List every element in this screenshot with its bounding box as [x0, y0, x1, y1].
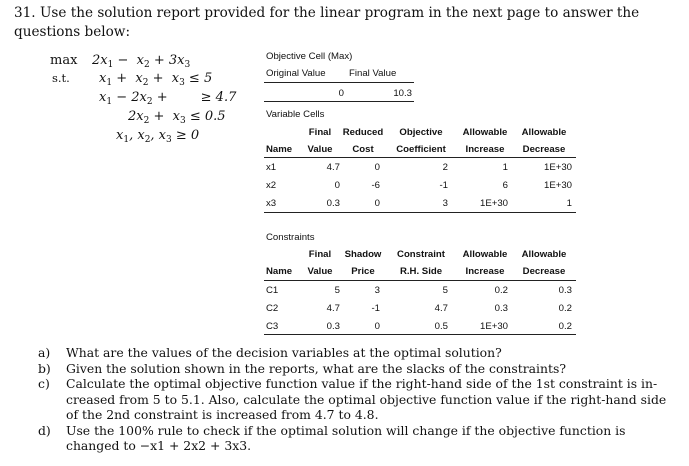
- ch-decrease: Decrease: [522, 266, 566, 277]
- vh-allowable-inc: Allowable: [462, 127, 508, 138]
- constraint-row-1-col-6: 0.3: [558, 285, 572, 296]
- vh-coefficient: Coefficient: [396, 144, 446, 155]
- variable-row-1-col-3: 0: [374, 162, 380, 173]
- sub-questions: [38, 345, 678, 454]
- original-value: 0: [338, 88, 344, 99]
- vh-final: Final: [308, 127, 332, 138]
- ch-shadow: Shadow: [344, 249, 382, 260]
- ch-rhs: R.H. Side: [399, 266, 443, 277]
- final-value: 10.3: [393, 88, 412, 99]
- ch-value: Value: [307, 266, 333, 277]
- objective-cell-title: Objective Cell (Max): [266, 51, 353, 62]
- variable-row-2-col-3: -6: [371, 180, 380, 191]
- variable-row-2-col-1: x2: [266, 180, 277, 191]
- question-c: [38, 376, 678, 423]
- question-heading: [14, 4, 674, 42]
- question-a: [38, 345, 678, 361]
- constraint-row-2-col-1: C2: [266, 303, 279, 314]
- constraint-row-2-col-4: 4.7: [434, 303, 448, 314]
- constraint-row-3-col-6: 0.2: [558, 321, 572, 332]
- constraint-row-1-col-5: 0.2: [494, 285, 508, 296]
- ch-name: Name: [266, 266, 293, 277]
- constraint-row-2-col-5: 0.3: [494, 303, 508, 314]
- question-d: [38, 423, 678, 454]
- variable-row-2-col-6: 1E+30: [543, 180, 572, 191]
- constraint-row-3-col-1: C3: [266, 321, 279, 332]
- ch-allowable-inc: Allowable: [462, 249, 508, 260]
- variable-row-2-col-5: 6: [502, 180, 508, 191]
- ch-constraint: Constraint: [397, 249, 445, 260]
- vh-increase: Increase: [465, 144, 505, 155]
- question-d-text: Use the 100% rule to check if the optimal solution will change if the objective function is changed to −x1 + 2x2 + 3x3.: [66, 422, 626, 453]
- variable-row-3-col-2: 0.3: [326, 198, 340, 209]
- variable-row-2-col-2: 0: [334, 180, 340, 191]
- question-a-label: a): [38, 345, 51, 360]
- question-number: 31.: [14, 5, 36, 21]
- objective-function: $2x_1 - x_2 + 3x_3$: [92, 53, 191, 70]
- variable-row-1-col-5: 1: [502, 162, 508, 173]
- constraint-row-1-col-4: 5: [442, 285, 448, 296]
- constraint-row-1-col-3: 3: [374, 285, 380, 296]
- col-final-value: Final Value: [349, 68, 397, 79]
- max-label: max: [50, 53, 78, 68]
- variable-row-3-col-4: 3: [442, 198, 448, 209]
- nonnegativity: $x_1$, $x_2$, $x_3 \ge 0$: [116, 128, 200, 145]
- ch-price: Price: [351, 266, 375, 277]
- st-label: s.t.: [52, 71, 70, 85]
- variable-row-2-col-4: -1: [439, 180, 448, 191]
- constraint-row-3-col-4: 0.5: [434, 321, 448, 332]
- question-c-label: c): [38, 376, 50, 391]
- variable-row-3-col-6: 1: [566, 198, 572, 209]
- constraint-row-1-col-2: 5: [334, 285, 340, 296]
- vh-name: Name: [266, 144, 293, 155]
- constraint-row-2-col-3: -1: [371, 303, 380, 314]
- variable-row-1-col-4: 2: [442, 162, 448, 173]
- col-original-value: Original Value: [266, 68, 326, 79]
- vh-value: Value: [307, 144, 333, 155]
- vh-decrease: Decrease: [522, 144, 566, 155]
- question-a-text: What are the values of the decision variables at the optimal solution?: [66, 345, 502, 360]
- constraint-1: $x_1 + x_2 + x_3 \le 5$: [99, 71, 213, 88]
- variable-row-1-col-1: x1: [266, 162, 277, 173]
- constraint-3: $2x_2 + x_3 \le 0.5$: [128, 109, 226, 126]
- question-b-text: Given the solution shown in the reports, what are the slacks of the constraints?: [66, 360, 566, 376]
- constraint-row-1-col-1: C1: [266, 285, 279, 296]
- question-d-label: d): [38, 422, 51, 438]
- ch-final: Final: [308, 249, 332, 260]
- variable-row-3-col-3: 0: [374, 198, 380, 209]
- variable-row-3-col-1: x3: [266, 198, 277, 209]
- question-c-text: Calculate the optimal objective function value if the right-hand side of the 1st constraint is in-creased from 5 to 5.1. Also, calculate the optimal objective function value if the right-hand side of the 2nd constraint is increased from 4.7 to 4.8.: [66, 376, 667, 422]
- variable-row-1-col-2: 4.7: [326, 162, 340, 173]
- constraint-row-2-col-2: 4.7: [326, 303, 340, 314]
- constraint-2: $x_1 - 2x_2$ + ≥ 4.7: [99, 90, 237, 107]
- ch-allowable-dec: Allowable: [521, 249, 567, 260]
- vh-reduced: Reduced: [342, 127, 384, 138]
- vh-allowable-dec: Allowable: [521, 127, 567, 138]
- question-prompt: Use the solution report provided for the linear program in the next page to answer the questions below:: [14, 5, 640, 40]
- vh-objective: Objective: [399, 127, 443, 138]
- question-b-label: b): [38, 360, 51, 376]
- constraints-title: Constraints: [266, 232, 315, 243]
- ch-increase: Increase: [465, 266, 505, 277]
- constraint-row-3-col-3: 0: [374, 321, 380, 332]
- constraint-row-3-col-5: 1E+30: [479, 321, 508, 332]
- variable-row-3-col-5: 1E+30: [479, 198, 508, 209]
- vh-cost: Cost: [352, 144, 374, 155]
- question-b: [38, 361, 678, 377]
- constraint-row-3-col-2: 0.3: [326, 321, 340, 332]
- variable-row-1-col-6: 1E+30: [543, 162, 572, 173]
- variable-cells-title: Variable Cells: [266, 109, 325, 120]
- constraint-row-2-col-6: 0.2: [558, 303, 572, 314]
